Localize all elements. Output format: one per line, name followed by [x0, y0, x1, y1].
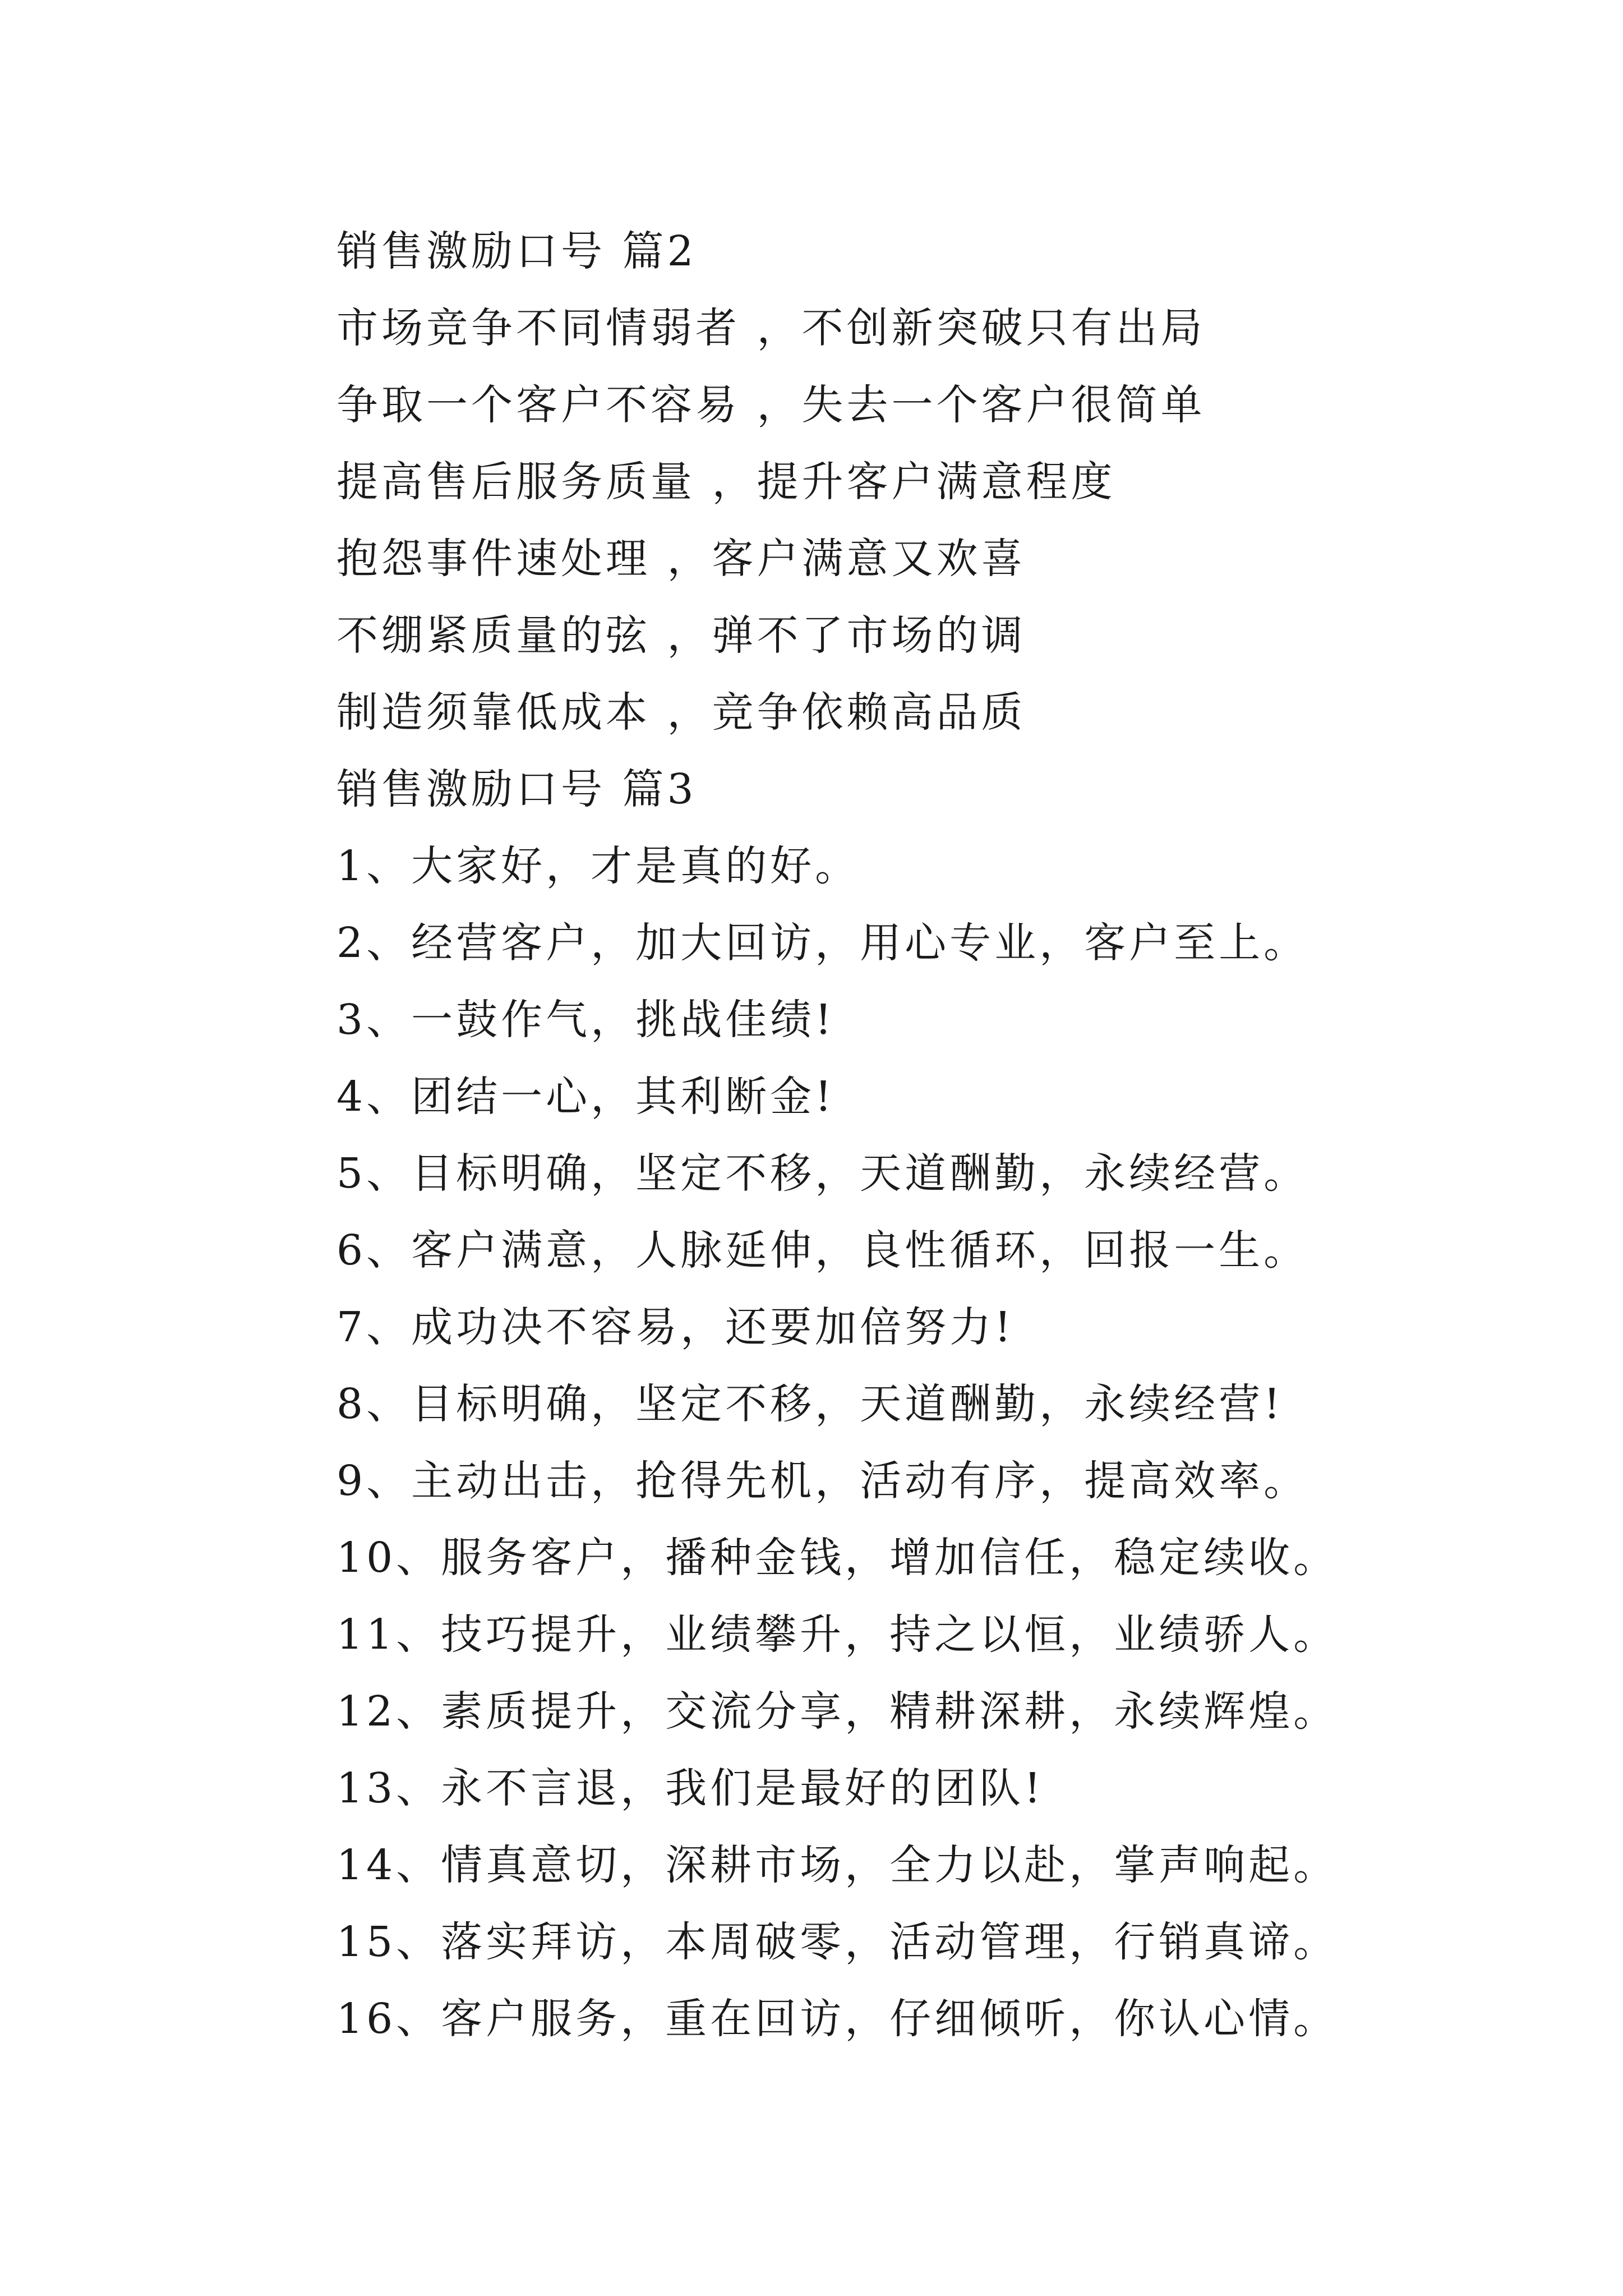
- numbered-slogan: 5、目标明确，坚定不移，天道酬勤，永续经营。: [336, 1149, 1309, 1198]
- slogan-line: 不绷紧质量的弦 ，弹不了市场的调: [336, 611, 1026, 660]
- numbered-slogan: 13、永不言退，我们是最好的团队!: [336, 1764, 1044, 1812]
- numbered-slogan: 14、情真意切，深耕市场，全力以赴，掌声响起。: [336, 1841, 1339, 1889]
- numbered-slogan: 12、素质提升，交流分享，精耕深耕，永续辉煌。: [336, 1687, 1339, 1736]
- slogan-line: 市场竞争不同情弱者 ，不创新突破只有出局: [336, 304, 1206, 352]
- numbered-slogan: 10、服务客户，播种金钱，增加信任，稳定续收。: [336, 1534, 1339, 1582]
- numbered-slogan: 8、目标明确，坚定不移，天道酬勤，永续经营!: [336, 1380, 1284, 1428]
- numbered-slogan: 7、成功决不容易，还要加倍努力!: [336, 1303, 1015, 1351]
- slogan-line: 提高售后服务质量 ，提升客户满意程度: [336, 458, 1116, 506]
- numbered-slogan: 4、团结一心，其利断金!: [336, 1073, 835, 1121]
- numbered-slogan: 2、经营客户，加大回访，用心专业，客户至上。: [336, 919, 1309, 967]
- numbered-slogan: 3、一鼓作气，挑战佳绩!: [336, 996, 835, 1044]
- numbered-slogan: 9、主动出击，抢得先机，活动有序，提高效率。: [336, 1457, 1309, 1505]
- slogan-line: 争取一个客户不容易 ，失去一个客户很简单: [336, 381, 1206, 429]
- section-3-heading: 销售激励口号 篇3: [336, 765, 697, 813]
- slogan-line: 抱怨事件速处理 ，客户满意又欢喜: [336, 535, 1026, 583]
- numbered-slogan: 15、落实拜访，本周破零，活动管理，行销真谛。: [336, 1918, 1339, 1966]
- numbered-slogan: 6、客户满意，人脉延伸，良性循环，回报一生。: [336, 1226, 1309, 1274]
- section-2-heading: 销售激励口号 篇2: [336, 227, 697, 275]
- numbered-slogan: 16、客户服务，重在回访，仔细倾听，你认心情。: [336, 1995, 1339, 2043]
- document-body: [336, 213, 1542, 2058]
- slogan-line: 制造须靠低成本 ，竞争依赖高品质: [336, 688, 1026, 737]
- numbered-slogan: 11、技巧提升，业绩攀升，持之以恒，业绩骄人。: [336, 1611, 1339, 1659]
- numbered-slogan: 1、大家好，才是真的好。: [336, 842, 860, 890]
